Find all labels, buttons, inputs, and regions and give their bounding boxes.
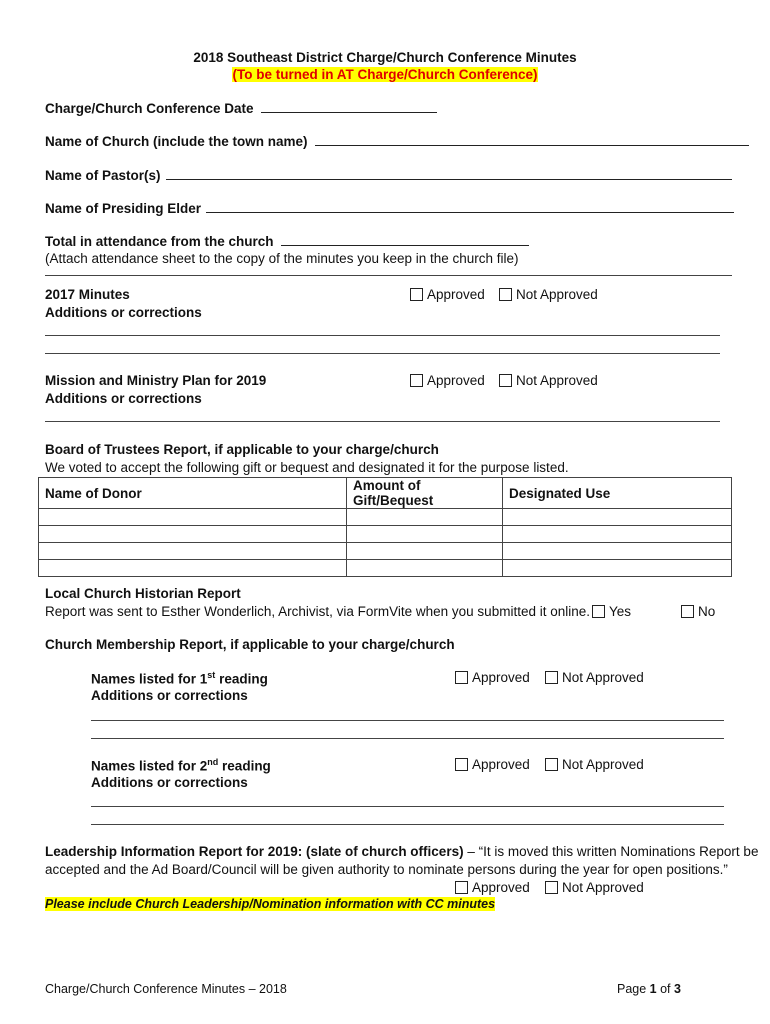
column-header: Designated Use xyxy=(503,478,732,509)
option-label: Not Approved xyxy=(516,373,598,388)
table-cell[interactable] xyxy=(347,509,503,526)
second-reading-line-1[interactable] xyxy=(91,806,724,807)
document-subtitle: (To be turned in AT Charge/Church Conference) xyxy=(232,67,538,82)
historian-title: Local Church Historian Report xyxy=(45,586,241,601)
table-cell[interactable] xyxy=(39,526,347,543)
presiding-elder-label: Name of Presiding Elder xyxy=(45,201,202,216)
mission-plan-approved[interactable] xyxy=(410,373,485,388)
table-header-row xyxy=(39,478,732,509)
table-row xyxy=(39,526,732,543)
second-reading-prefix: Names listed for 2 xyxy=(91,758,208,774)
donor-table xyxy=(38,477,732,577)
first-reading-sub: Additions or corrections xyxy=(91,688,248,703)
second-reading-sup: nd xyxy=(207,757,219,767)
option-label: Yes xyxy=(609,604,632,619)
section-divider xyxy=(45,275,732,276)
option-label: No xyxy=(698,604,716,619)
first-reading-prefix: Names listed for 1 xyxy=(91,671,208,687)
first-reading-line-1[interactable] xyxy=(91,720,724,721)
church-name-blank[interactable] xyxy=(315,133,749,146)
conference-date-field[interactable] xyxy=(45,100,437,116)
column-header: Amount of Gift/Bequest xyxy=(347,478,503,509)
table-row xyxy=(39,543,732,560)
checkbox-icon[interactable] xyxy=(455,758,468,771)
table-row xyxy=(39,509,732,526)
checkbox-icon[interactable] xyxy=(455,881,468,894)
church-name-label: Name of Church (include the town name) xyxy=(45,134,308,149)
page-label: Page xyxy=(617,982,650,996)
leadership-title: Leadership Information Report for 2019: (slate of church officers) xyxy=(45,844,464,859)
minutes-2017-line-1[interactable] xyxy=(45,335,720,336)
minutes-2017-approved[interactable] xyxy=(410,287,485,302)
presiding-elder-blank[interactable] xyxy=(206,200,734,213)
attendance-blank[interactable] xyxy=(281,233,529,246)
second-reading-suffix: reading xyxy=(218,758,271,774)
table-cell[interactable] xyxy=(503,543,732,560)
footer-left: Charge/Church Conference Minutes – 2018 xyxy=(45,982,287,996)
mission-plan-line[interactable] xyxy=(45,421,720,422)
column-header: Name of Donor xyxy=(39,478,347,509)
checkbox-icon[interactable] xyxy=(545,881,558,894)
attendance-field[interactable] xyxy=(45,233,529,249)
checkbox-icon[interactable] xyxy=(499,374,512,387)
option-label: Approved xyxy=(472,757,530,772)
checkbox-icon[interactable] xyxy=(681,605,694,618)
membership-title: Church Membership Report, if applicable to your charge/church xyxy=(45,637,455,652)
trustees-text: We voted to accept the following gift or bequest and designated it for the purpose listed. xyxy=(45,460,569,475)
minutes-2017-sub: Additions or corrections xyxy=(45,305,202,320)
conference-date-label: Charge/Church Conference Date xyxy=(45,101,254,116)
pastors-label: Name of Pastor(s) xyxy=(45,168,161,183)
historian-yes[interactable] xyxy=(592,604,631,619)
checkbox-icon[interactable] xyxy=(410,374,423,387)
page-total: 3 xyxy=(674,982,681,996)
pastors-field[interactable] xyxy=(45,167,732,183)
first-reading-sup: st xyxy=(207,670,216,680)
option-label: Approved xyxy=(472,880,530,895)
checkbox-icon[interactable] xyxy=(592,605,605,618)
conference-date-blank[interactable] xyxy=(261,100,437,113)
option-label: Approved xyxy=(427,287,485,302)
checkbox-icon[interactable] xyxy=(455,671,468,684)
option-label: Not Approved xyxy=(562,670,644,685)
first-reading-approved[interactable] xyxy=(455,670,530,685)
table-cell[interactable] xyxy=(347,543,503,560)
table-cell[interactable] xyxy=(347,526,503,543)
second-reading-title xyxy=(91,757,271,774)
minutes-2017-line-2[interactable] xyxy=(45,353,720,354)
checkbox-icon[interactable] xyxy=(499,288,512,301)
second-reading-sub: Additions or corrections xyxy=(91,775,248,790)
attendance-label: Total in attendance from the church xyxy=(45,234,274,249)
leadership-note-wrap xyxy=(45,897,495,911)
table-cell[interactable] xyxy=(503,526,732,543)
table-cell[interactable] xyxy=(39,509,347,526)
checkbox-icon[interactable] xyxy=(410,288,423,301)
second-reading-not-approved[interactable] xyxy=(545,757,644,772)
table-cell[interactable] xyxy=(39,560,347,577)
leadership-not-approved[interactable] xyxy=(545,880,644,895)
leadership-text-2: accepted and the Ad Board/Council will be given authority to nominate persons during the year for open positions.” xyxy=(45,862,728,877)
leadership-note: Please include Church Leadership/Nomination information with CC minutes xyxy=(45,897,496,911)
minutes-2017-title: 2017 Minutes xyxy=(45,287,130,302)
table-cell[interactable] xyxy=(39,543,347,560)
document-subtitle-wrap xyxy=(0,67,770,82)
trustees-title: Board of Trustees Report, if applicable to your charge/church xyxy=(45,442,439,457)
document-title: 2018 Southeast District Charge/Church Conference Minutes xyxy=(193,50,577,65)
mission-plan-title: Mission and Ministry Plan for 2019 xyxy=(45,373,267,388)
church-name-field[interactable] xyxy=(45,133,749,149)
page-current: 1 xyxy=(649,982,657,996)
option-label: Not Approved xyxy=(562,757,644,772)
second-reading-line-2[interactable] xyxy=(91,824,724,825)
attendance-note: (Attach attendance sheet to the copy of the minutes you keep in the church file) xyxy=(45,251,519,266)
second-reading-approved[interactable] xyxy=(455,757,530,772)
checkbox-icon[interactable] xyxy=(545,758,558,771)
first-reading-line-2[interactable] xyxy=(91,738,724,739)
pastors-blank[interactable] xyxy=(166,167,732,180)
first-reading-title xyxy=(91,670,268,687)
checkbox-icon[interactable] xyxy=(545,671,558,684)
table-row xyxy=(39,560,732,577)
table-cell[interactable] xyxy=(503,509,732,526)
option-label: Approved xyxy=(427,373,485,388)
presiding-elder-field[interactable] xyxy=(45,200,734,216)
table-cell[interactable] xyxy=(347,560,503,577)
table-cell[interactable] xyxy=(503,560,732,577)
first-reading-suffix: reading xyxy=(215,671,268,687)
option-label: Not Approved xyxy=(516,287,598,302)
historian-no[interactable] xyxy=(681,604,715,619)
historian-text: Report was sent to Esther Wonderlich, Archivist, via FormVite when you submitted it online. xyxy=(45,604,590,619)
option-label: Approved xyxy=(472,670,530,685)
mission-plan-not-approved[interactable] xyxy=(499,373,598,388)
footer-page-number xyxy=(617,982,681,996)
mission-plan-sub: Additions or corrections xyxy=(45,391,202,406)
leadership-text-1: – “It is moved this written Nominations Report be xyxy=(463,844,759,859)
leadership-line-1 xyxy=(45,844,758,859)
option-label: Not Approved xyxy=(562,880,644,895)
minutes-2017-not-approved[interactable] xyxy=(499,287,598,302)
first-reading-not-approved[interactable] xyxy=(545,670,644,685)
page-of: of xyxy=(656,982,674,996)
leadership-approved[interactable] xyxy=(455,880,530,895)
